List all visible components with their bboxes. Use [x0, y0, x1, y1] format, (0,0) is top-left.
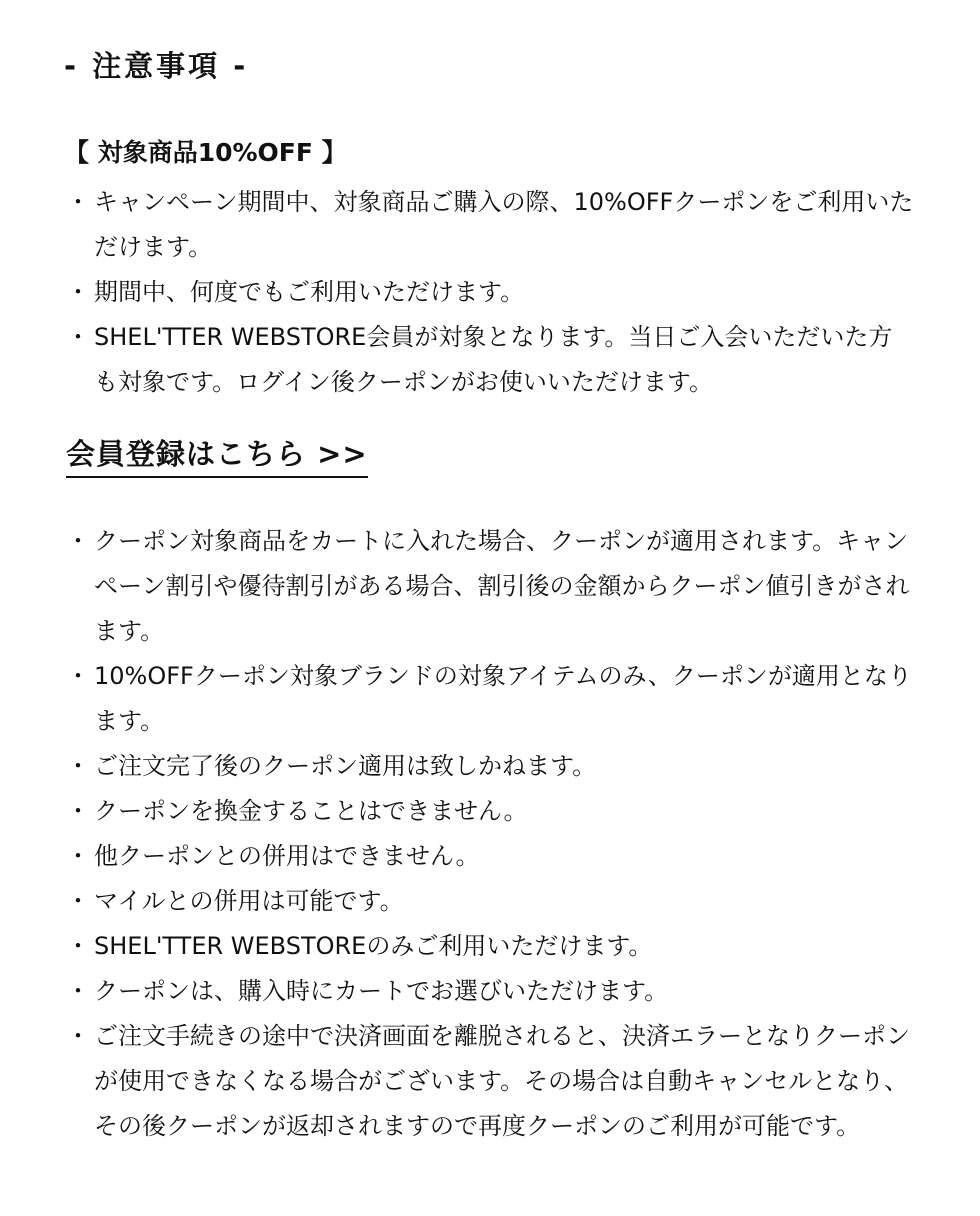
list-item — [64, 744, 916, 789]
list-item — [64, 270, 916, 315]
bullet-icon: ・ — [66, 932, 90, 960]
bullet-icon: ・ — [66, 887, 90, 915]
list-item — [64, 1014, 916, 1149]
list-item-text: クーポン対象商品をカートに入れた場合、クーポンが適用されます。キャンペーン割引や優待割引がある場合、割引後の金額からクーポン値引きがされます。 — [94, 527, 910, 645]
bullet-icon: ・ — [66, 842, 90, 870]
bullet-icon: ・ — [66, 188, 90, 216]
list-item-text: ご注文完了後のクーポン適用は致しかねます。 — [94, 752, 597, 780]
bullet-icon: ・ — [66, 527, 90, 555]
terms-list-bottom — [64, 519, 916, 1149]
list-item-text: SHEL'TTER WEBSTORE会員が対象となります。当日ご入会いただいた方も対象です。ログイン後クーポンがお使いいただけます。 — [94, 323, 893, 396]
list-item — [64, 654, 916, 744]
list-item-text: クーポンは、購入時にカートでお選びいただけます。 — [94, 977, 669, 1005]
list-item — [64, 924, 916, 969]
list-item-text: 10%OFFクーポン対象ブランドの対象アイテムのみ、クーポンが適用となります。 — [94, 662, 912, 735]
list-item-text: マイルとの併用は可能です。 — [94, 887, 404, 915]
bullet-icon: ・ — [66, 977, 90, 1005]
list-item-text: 他クーポンとの併用はできません。 — [94, 842, 480, 870]
list-item-text: SHEL'TTER WEBSTOREのみご利用いただけます。 — [94, 932, 653, 960]
page-title: - 注意事項 - — [64, 49, 249, 83]
list-item-text: 期間中、何度でもご利用いただけます。 — [94, 278, 525, 306]
list-item-text: キャンペーン期間中、対象商品ご購入の際、10%OFFクーポンをご利用いただけます。 — [94, 188, 914, 261]
bullet-icon: ・ — [66, 797, 90, 825]
list-item — [64, 969, 916, 1014]
list-item-text: ご注文手続きの途中で決済画面を離脱されると、決済エラーとなりクーポンが使用できなくなる場合がございます。その場合は自動キャンセルとなり、その後クーポンが返却されますので再度クーポンのご利用が可能です。 — [94, 1022, 910, 1140]
bullet-icon: ・ — [66, 278, 90, 306]
list-item — [64, 834, 916, 879]
list-item — [64, 180, 916, 270]
list-item — [64, 879, 916, 924]
list-item — [64, 789, 916, 834]
bullet-icon: ・ — [66, 662, 90, 690]
list-item — [64, 315, 916, 405]
list-item-text: クーポンを換金することはできません。 — [94, 797, 528, 825]
terms-list-top — [64, 180, 916, 405]
member-registration-link[interactable]: 会員登録はこちら >> — [66, 433, 368, 478]
section-label-10off: 【 対象商品10%OFF 】 — [64, 138, 347, 167]
list-item — [64, 519, 916, 654]
bullet-icon: ・ — [66, 1022, 90, 1050]
bullet-icon: ・ — [66, 752, 90, 780]
bullet-icon: ・ — [66, 323, 90, 351]
